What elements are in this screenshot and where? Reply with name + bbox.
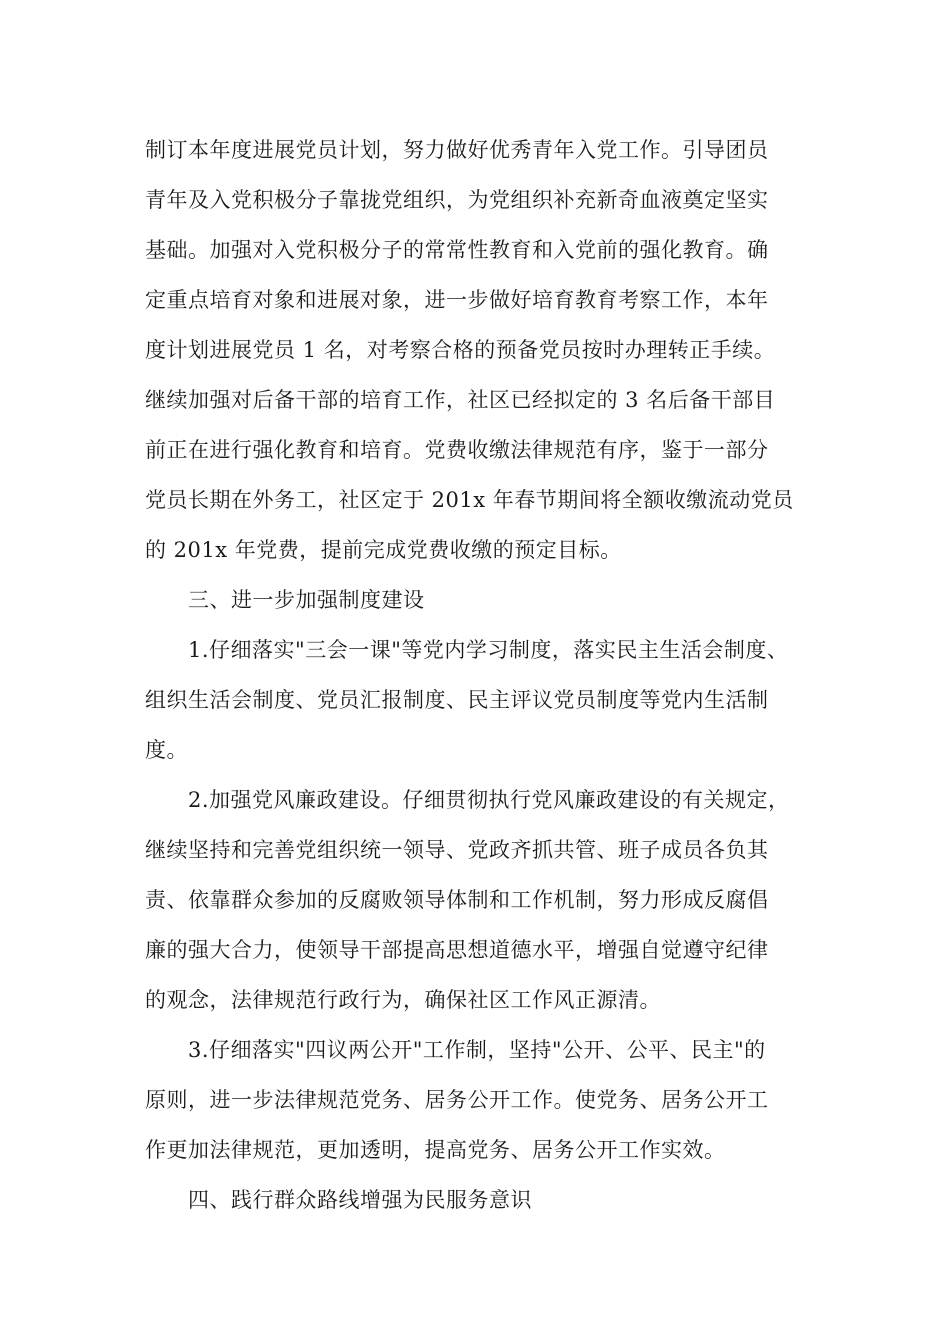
text-line: 组织生活会制度、党员汇报制度、民主评议党员制度等党内生活制 xyxy=(145,688,769,712)
text-line: 1.仔细落实"三会一课"等党内学习制度，落实民主生活会制度、 xyxy=(188,638,789,662)
section-heading-3: 三、进一步加强制度建设 xyxy=(188,588,425,612)
text-line: 继续坚持和完善党组织统一领导、党政齐抓共管、班子成员各负其 xyxy=(145,838,769,862)
text-line: 青年及入党积极分子靠拢党组织，为党组织补充新奇血液奠定坚实 xyxy=(145,188,769,212)
text-line: 党员长期在外务工，社区定于 201x 年春节期间将全额收缴流动党员 xyxy=(145,488,794,512)
text-line: 廉的强大合力，使领导干部提高思想道德水平，增强自觉遵守纪律 xyxy=(145,938,769,962)
text-line: 原则，进一步法律规范党务、居务公开工作。使党务、居务公开工 xyxy=(145,1088,769,1112)
text-line: 制订本年度进展党员计划，努力做好优秀青年入党工作。引导团员 xyxy=(145,138,769,162)
text-line: 3.仔细落实"四议两公开"工作制，坚持"公开、公平、民主"的 xyxy=(188,1038,766,1062)
text-line: 责、依靠群众参加的反腐败领导体制和工作机制，努力形成反腐倡 xyxy=(145,888,769,912)
text-line: 的 201x 年党费，提前完成党费收缴的预定目标。 xyxy=(145,538,622,562)
text-line: 继续加强对后备干部的培育工作，社区已经拟定的 3 名后备干部目 xyxy=(145,388,776,412)
text-line: 度计划进展党员 1 名，对考察合格的预备党员按时办理转正手续。 xyxy=(145,338,776,362)
text-line: 基础。加强对入党积极分子的常常性教育和入党前的强化教育。确 xyxy=(145,238,769,262)
text-line: 作更加法律规范，更加透明，提高党务、居务公开工作实效。 xyxy=(145,1138,726,1162)
text-line: 2.加强党风廉政建设。仔细贯彻执行党风廉政建设的有关规定， xyxy=(188,788,790,812)
text-line: 定重点培育对象和进展对象，进一步做好培育教育考察工作，本年 xyxy=(145,288,769,312)
text-line: 的观念，法律规范行政行为，确保社区工作风正源清。 xyxy=(145,988,661,1012)
text-line: 度。 xyxy=(145,738,188,762)
text-line: 前正在进行强化教育和培育。党费收缴法律规范有序，鉴于一部分 xyxy=(145,438,769,462)
section-heading-4: 四、践行群众路线增强为民服务意识 xyxy=(188,1188,532,1212)
